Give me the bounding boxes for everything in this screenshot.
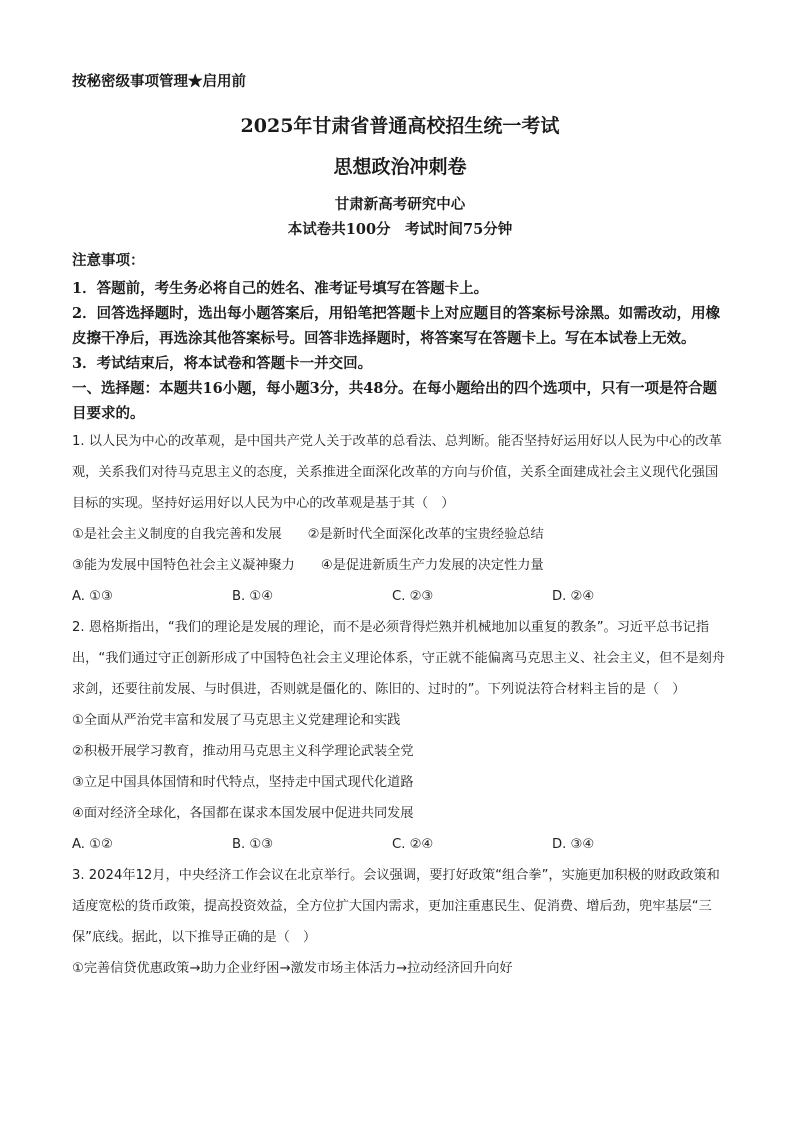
secret-label: 按秘密级事项管理★启用前 [72, 73, 246, 90]
notes-title: 注意事项： [72, 252, 145, 269]
statement: ②是新时代全面深化改革的宝贵经验总结 [307, 527, 544, 542]
question-stem: 1. 以人民为中心的改革观，是中国共产党人关于改革的总看法、总判断。能否坚持好运用好以人民为中心的改革观，关系我们对待马克思主义的态度，关系推进全面深化改革的方向与价值，关系全面建成社会主义现代化强国目标的实现。坚持好运用好以人民为中心的改革观是基于其（ ） [72, 434, 722, 511]
note-item: 3．考试结束后，将本试卷和答题卡一并交回。 [72, 355, 373, 372]
organization: 甘肃新高考研究中心 [334, 196, 466, 213]
option-row [72, 581, 728, 612]
exam-info: 本试卷共100分 考试时间75分钟 [287, 221, 513, 238]
statement: ④是促进新质生产力发展的决定性力量 [320, 558, 544, 573]
statement: ①完善信贷优惠政策→助力企业纾困→激发市场主体活力→拉动经济回升向好 [72, 961, 513, 976]
option-row [72, 829, 728, 860]
statement: ①是社会主义制度的自我完善和发展 [72, 527, 282, 542]
statement: ①全面从严治党丰富和发展了马克思主义党建理论和实践 [72, 713, 401, 728]
option-a: A. ①③ [72, 589, 113, 604]
option-c: C. ②④ [392, 837, 434, 852]
question-stem: 3. 2024年12月，中央经济工作会议在北京举行。会议强调，要打好政策“组合拳”，实施更加积极的财政政策和适度宽松的货币政策，提高投资效益，全方位扩大国内需求，更加注重惠民生、促消费、增后劲，兜牢基层“三保”底线。据此，以下推导正确的是（ ） [72, 868, 720, 945]
question-3 [72, 860, 728, 984]
statement: ③立足中国具体国情和时代特点，坚持走中国式现代化道路 [72, 775, 414, 790]
exam-title: 2025年甘肃省普通高校招生统一考试 [240, 115, 560, 137]
note-item: 2．回答选择题时，选出每小题答案后，用铅笔把答题卡上对应题目的答案标号涂黑。如需改动，用橡皮擦干净后，再选涂其他答案标号。回答非选择题时，将答案写在答题卡上。写在本试卷上无效。 [72, 305, 721, 347]
option-d: D. ②④ [552, 589, 595, 604]
option-b: B. ①④ [232, 589, 274, 604]
option-a: A. ①② [72, 837, 113, 852]
option-b: B. ①③ [232, 837, 274, 852]
option-d: D. ③④ [552, 837, 595, 852]
question-1 [72, 426, 728, 612]
question-2 [72, 612, 728, 860]
question-stem: 2. 恩格斯指出，“我们的理论是发展的理论，而不是必须背得烂熟并机械地加以重复的教条”。习近平总书记指出，“我们通过守正创新形成了中国特色社会主义理论体系，守正就不能偏离马克思主义、社会主义，但不是刻舟求剑，还要往前发展、与时俱进，否则就是僵化的、陈旧的、过时的”。下列说法符合材料主旨的是（ ） [72, 620, 726, 697]
statement: ④面对经济全球化，各国都在谋求本国发展中促进共同发展 [72, 806, 414, 821]
exam-subtitle: 思想政治冲刺卷 [333, 156, 467, 178]
note-item: 1．答题前，考生务必将自己的姓名、准考证号填写在答题卡上。 [72, 280, 489, 297]
section-heading: 一、选择题：本题共16小题，每小题3分，共48分。在每小题给出的四个选项中，只有一项是符合题目要求的。 [72, 380, 717, 422]
statement: ③能为发展中国特色社会主义凝神聚力 [72, 558, 295, 573]
option-c: C. ②③ [392, 589, 434, 604]
exam-page [72, 70, 728, 984]
statement: ②积极开展学习教育，推动用马克思主义科学理论武装全党 [72, 744, 414, 759]
